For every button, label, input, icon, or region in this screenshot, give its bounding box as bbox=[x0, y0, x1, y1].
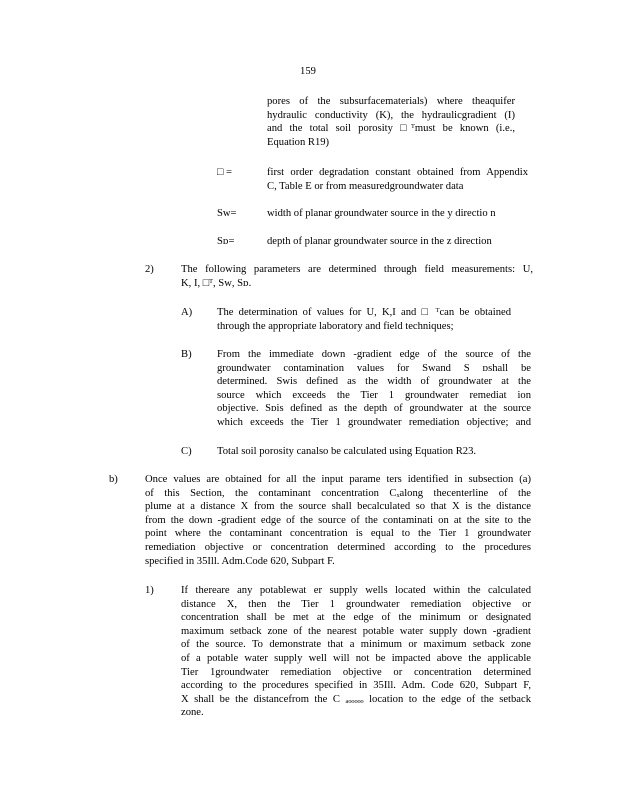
list-number: 2) bbox=[145, 264, 154, 275]
text-line: zone. bbox=[181, 707, 204, 719]
list-paragraph bbox=[181, 584, 531, 720]
intro-paragraph bbox=[267, 95, 515, 149]
text-line: distance X, then the Tier 1 groundwater remediation objective or bbox=[181, 598, 531, 610]
text-line: point where the contaminant concentration is equal to the Tier 1 groundwater bbox=[145, 528, 531, 540]
sublist-paragraph bbox=[217, 306, 511, 333]
list-paragraph bbox=[181, 263, 533, 290]
definition-symbol: Sᴅ= bbox=[217, 236, 235, 247]
text-line: of a potable water supply well will not be impacted above the applicable bbox=[181, 652, 531, 664]
text-line: of this Section, the contaminant concentration Cₓalong thecenterline of the bbox=[145, 487, 531, 499]
text-line: X shall be the distancefrom the C ₐₒₒₒₒₒ location to the edge of the setback bbox=[181, 693, 531, 705]
text-line: pores of the subsurfacematerials) where theaquifer bbox=[267, 96, 515, 107]
text-line: objective. Sᴅis defined as the depth of groundwater at the source bbox=[217, 403, 531, 415]
text-line: through the appropriate laboratory and field techniques; bbox=[217, 320, 454, 332]
text-line: Once values are obtained for all the input parame ters identified in subsection (a) bbox=[145, 474, 531, 485]
text-line: Total soil porosity canalso be calculated using Equation R23. bbox=[217, 446, 477, 457]
text-line: of the source. To demonstrate that a minimum or maximum setback zone bbox=[181, 639, 531, 651]
text-line: From the immediate down -gradient edge of the source of the bbox=[217, 349, 531, 360]
definition-text bbox=[267, 166, 528, 193]
page-number: 159 bbox=[300, 66, 316, 77]
definition-text bbox=[267, 235, 528, 249]
text-line: from the down -gradient edge of the source of the contaminati on at the site to the bbox=[145, 514, 531, 526]
text-line: Tier 1groundwater remediation objective or concentration determined bbox=[181, 666, 531, 678]
sublist-label: A) bbox=[181, 307, 193, 318]
text-line: which exceeds the Tier 1 groundwater remediation objective; and bbox=[217, 416, 531, 428]
text-line: concentration shall be met at the edge of the minimum or designated bbox=[181, 612, 531, 624]
text-line: hydraulic conductivity (K), the hydraulicgradient (I) bbox=[267, 109, 515, 121]
definition-symbol: □ = bbox=[217, 167, 233, 178]
sublist-label: B) bbox=[181, 349, 192, 360]
list-number: 1) bbox=[145, 585, 154, 596]
text-line: plume at a distance X from the source shall becalculated so that X is the distance bbox=[145, 501, 531, 513]
text-line: K, I, □ᵀ, Sᴡ, Sᴅ. bbox=[181, 277, 252, 289]
text-line: The determination of values for U, K,I and □ ᵀcan be obtained bbox=[217, 307, 511, 318]
text-line: remediation objective or concentration determined according to the procedures bbox=[145, 541, 531, 553]
definition-text bbox=[267, 207, 528, 221]
text-line: according to the procedures specified in 35Ill. Adm. Code 620, Subpart F, bbox=[181, 680, 531, 692]
text-line: specified in 35Ill. Adm.Code 620, Subpart F. bbox=[145, 555, 335, 567]
text-line: If thereare any potablewat er supply wells located within the calculated bbox=[181, 585, 531, 596]
text-line: first order degradation constant obtained from Appendix bbox=[267, 167, 528, 178]
sublist-paragraph bbox=[217, 445, 517, 459]
definition-symbol: Sᴡ= bbox=[217, 208, 237, 219]
text-line: depth of planar groundwater source in the z direction bbox=[267, 236, 492, 247]
text-line: Equation R19) bbox=[267, 136, 330, 148]
text-line: determined. Sᴡis defined as the width of groundwater at the bbox=[217, 376, 531, 388]
section-paragraph bbox=[145, 473, 531, 568]
sublist-label: C) bbox=[181, 446, 192, 457]
text-line: The following parameters are determined through field measurements: U, bbox=[181, 264, 533, 275]
section-label: b) bbox=[109, 474, 118, 485]
text-line: and the total soil porosity □ᵀmust be known (i.e., bbox=[267, 123, 515, 135]
text-line: C, Table E or from measuredgroundwater data bbox=[267, 180, 464, 192]
text-line: width of planar groundwater source in the y directio n bbox=[267, 208, 496, 219]
text-line: groundwater contamination values for Sᴡand S ᴅshall be bbox=[217, 362, 531, 374]
sublist-paragraph bbox=[217, 348, 531, 430]
text-line: maximum setback zone of the nearest potable water supply down -gradient bbox=[181, 625, 531, 637]
text-line: source which exceeds the Tier 1 groundwater remediat ion bbox=[217, 389, 531, 401]
